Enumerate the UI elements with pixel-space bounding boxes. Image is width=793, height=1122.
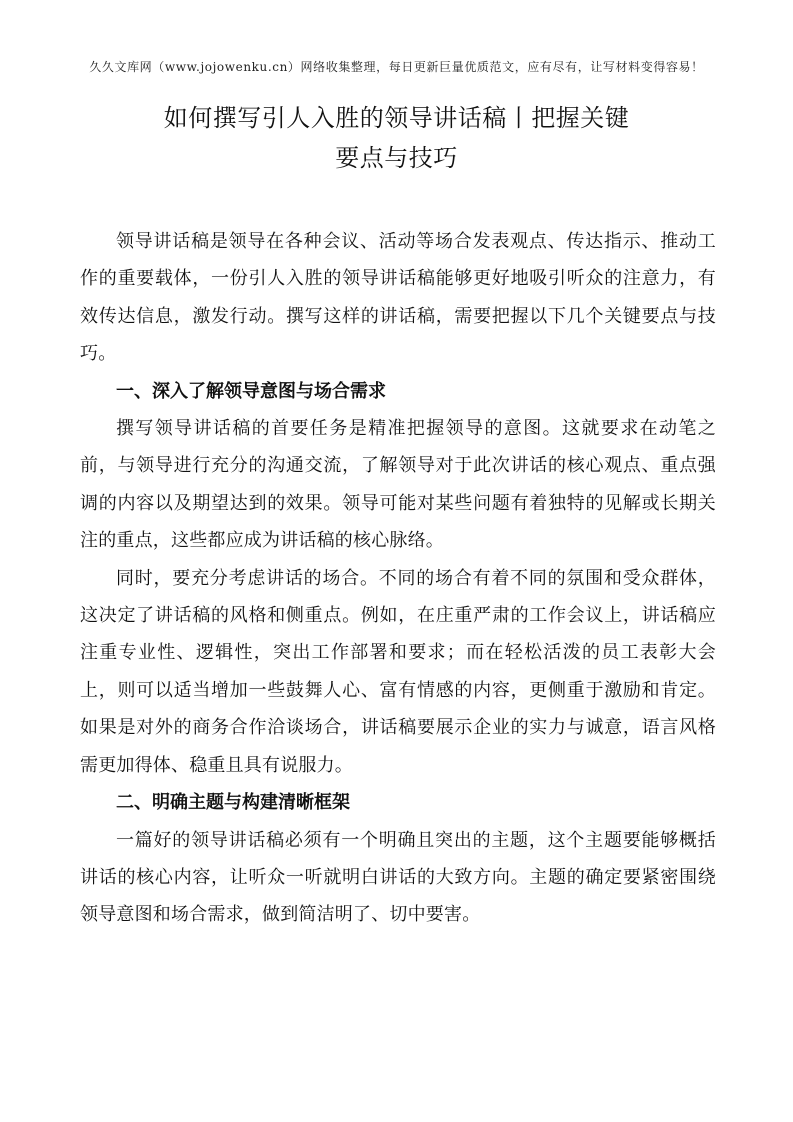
- document-body: [80, 223, 716, 934]
- section-2-heading: 二、明确主题与构建清晰框架: [116, 792, 350, 814]
- section-1-heading: 一、深入了解领导意图与场合需求: [116, 380, 386, 402]
- intro-paragraph: 领导讲话稿是领导在各种会议、活动等场合发表观点、传达指示、推动工作的重要载体，一份引人入胜的领导讲话稿能够更好地吸引听众的注意力，有效传达信息，激发行动。撰写这样的讲话稿，需要把握以下几个关键要点与技巧。: [80, 231, 716, 365]
- document-title: [120, 98, 673, 178]
- title-line-1: 如何撰写引人入胜的领导讲话稿丨把握关键: [163, 104, 630, 132]
- page-header: 久久文库网（www.jojowenku.cn）网络收集整理，每日更新巨量优质范文，应有尽有，让写材料变得容易！: [89, 60, 704, 74]
- section-1-paragraph-1: 撰写领导讲话稿的首要任务是精准把握领导的意图。这就要求在动笔之前，与领导进行充分的沟通交流，了解领导对于此次讲话的核心观点、重点强调的内容以及期望达到的效果。领导可能对某些问题有着独特的见解或长期关注的重点，这些都应成为讲话稿的核心脉络。: [80, 418, 716, 552]
- section-2-paragraph-1: 一篇好的领导讲话稿必须有一个明确且突出的主题，这个主题要能够概括讲话的核心内容，让听众一听就明白讲话的大致方向。主题的确定要紧密围绕领导意图和场合需求，做到简洁明了、切中要害。: [80, 829, 716, 926]
- section-1-paragraph-2: 同时，要充分考虑讲话的场合。不同的场合有着不同的氛围和受众群体，这决定了讲话稿的风格和侧重点。例如，在庄重严肃的工作会议上，讲话稿应注重专业性、逻辑性，突出工作部署和要求；而在轻松活泼的员工表彰大会上，则可以适当增加一些鼓舞人心、富有情感的内容，更侧重于激励和肯定。如果是对外的商务合作洽谈场合，讲话稿要展示企业的实力与诚意，语言风格需更加得体、稳重且具有说服力。: [80, 567, 716, 776]
- title-line-2: 要点与技巧: [335, 144, 458, 172]
